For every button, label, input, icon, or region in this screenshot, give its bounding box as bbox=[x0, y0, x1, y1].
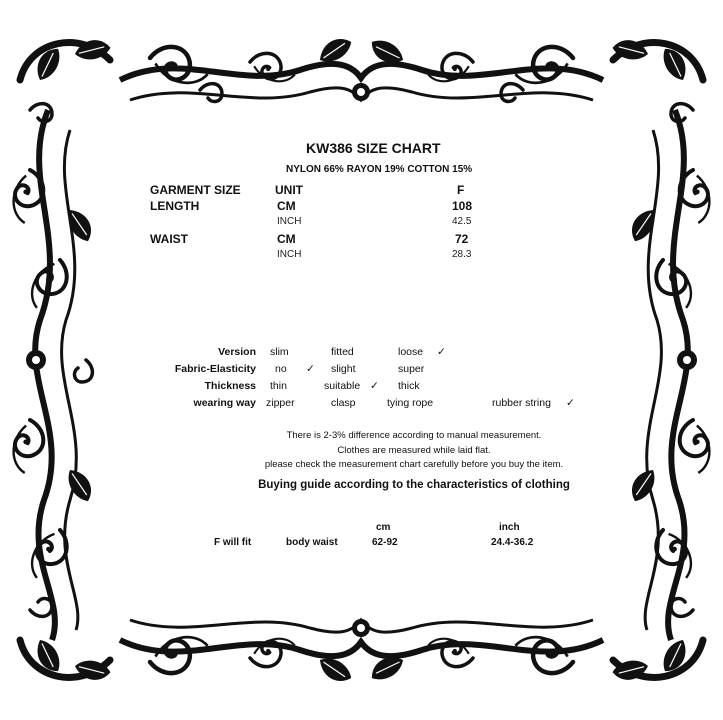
attr-version-opt-fitted: fitted bbox=[331, 346, 354, 358]
attr-elasticity-opt-no: no bbox=[275, 363, 287, 375]
attr-version-opt-loose: loose bbox=[398, 346, 424, 358]
page-title: KW386 SIZE CHART bbox=[306, 140, 441, 156]
attr-thickness-check-icon: ✓ bbox=[370, 380, 379, 392]
row-waist-cm: 72 bbox=[455, 232, 469, 246]
attr-thickness-opt-thick: thick bbox=[398, 380, 420, 392]
note-line-2: Clothes are measured while laid flat. bbox=[337, 445, 491, 456]
row-waist-unit-inch: INCH bbox=[277, 249, 302, 260]
attr-version-opt-slim: slim bbox=[270, 346, 289, 358]
header-size-f: F bbox=[457, 183, 465, 197]
fit-col-cm: cm bbox=[376, 522, 391, 533]
row-waist-unit-cm: CM bbox=[277, 232, 296, 246]
row-length-inch: 42.5 bbox=[452, 216, 472, 227]
attr-version-label: Version bbox=[218, 346, 256, 358]
row-length-label: LENGTH bbox=[150, 199, 200, 213]
fit-col-inch: inch bbox=[499, 522, 520, 533]
frame-right bbox=[626, 110, 715, 640]
fit-row-label: F will fit bbox=[214, 537, 252, 548]
material-composition: NYLON 66% RAYON 19% COTTON 15% bbox=[286, 164, 473, 175]
attr-wearing-opt-clasp: clasp bbox=[331, 397, 356, 409]
attr-elasticity-opt-super: super bbox=[398, 363, 425, 375]
note-line-1: There is 2-3% difference according to manual measurement. bbox=[286, 430, 542, 441]
row-waist-inch: 28.3 bbox=[452, 249, 472, 260]
header-unit: UNIT bbox=[275, 183, 303, 197]
attr-thickness-opt-suitable: suitable bbox=[324, 380, 361, 392]
attr-wearing-label: wearing way bbox=[193, 397, 256, 409]
fit-measure: body waist bbox=[286, 537, 338, 548]
row-length-unit-cm: CM bbox=[277, 199, 296, 213]
row-length-cm: 108 bbox=[452, 199, 473, 213]
attr-wearing-check-icon: ✓ bbox=[566, 397, 575, 409]
row-waist-label: WAIST bbox=[150, 232, 188, 246]
note-line-3: please check the measurement chart carefully before you buy the item. bbox=[264, 459, 564, 470]
attr-elasticity-check-icon: ✓ bbox=[306, 363, 315, 375]
frame-top bbox=[120, 33, 603, 102]
row-length-unit-inch: INCH bbox=[277, 216, 302, 227]
attr-elasticity-label: Fabric-Elasticity bbox=[174, 363, 256, 375]
attr-thickness-label: Thickness bbox=[204, 380, 256, 392]
attr-wearing-opt-rubber-string: rubber string bbox=[492, 397, 551, 409]
corner-flourishes bbox=[20, 37, 703, 682]
frame-bottom bbox=[120, 619, 603, 687]
attr-wearing-opt-zipper: zipper bbox=[266, 397, 295, 409]
fit-inch-range: 24.4-36.2 bbox=[491, 537, 534, 548]
buying-guide-title: Buying guide according to the characteristics of clothing bbox=[258, 479, 570, 491]
attr-wearing-opt-tying-rope: tying rope bbox=[387, 397, 434, 409]
attr-version-check-icon: ✓ bbox=[437, 346, 446, 358]
fit-cm-range: 62-92 bbox=[372, 537, 398, 548]
attr-elasticity-opt-slight: slight bbox=[331, 363, 356, 375]
header-garment-size: GARMENT SIZE bbox=[150, 183, 241, 197]
frame-left bbox=[8, 110, 97, 640]
attr-thickness-opt-thin: thin bbox=[270, 380, 287, 392]
